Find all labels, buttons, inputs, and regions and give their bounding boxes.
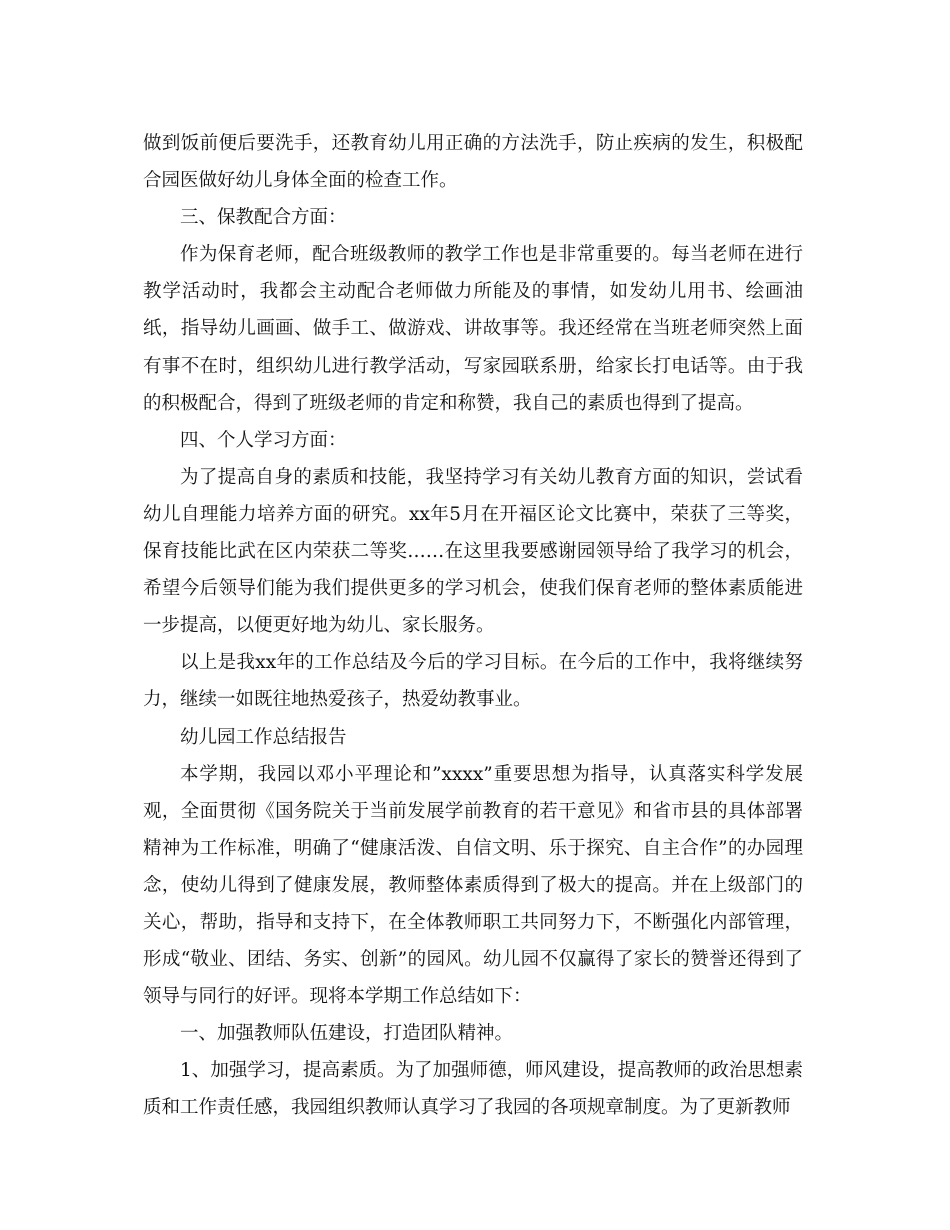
paragraph-8: 本学期，我园以邓小平理论和”xxxx”重要思想为指导，认真落实科学发展观，全面贯彻《国务院关于当前发展学前教育的若干意见》和省市县的具体部署精神为工作标准，明确了“健康活泼、自信文明、乐于探究、自主合作”的办园理念，使幼儿得到了健康发展，教师整体素质得到了极大的提高。并在上级部门的关心，帮助，指导和支持下，在全体教师职工共同努力下，不断强化内部管理，形成“敬业、团结、务实、创新”的园风。幼儿园不仅赢得了家长的赞誉还得到了领导与同行的好评。现将本学期工作总结如下： (143, 763, 803, 1008)
heading-section-4: 四、个人学习方面： (180, 429, 347, 451)
paragraph-3: 作为保育老师，配合班级教师的教学工作也是非常重要的。每当老师在进行教学活动时，我都会主动配合老师做力所能及的事情，如发幼儿用书、绘画油纸，指导幼儿画画、做手工、做游戏、讲故事等。我还经常在当班老师突然上面有事不在时，组织幼儿进行教学活动，写家园联系册，给家长打电话等。由于我的积极配合，得到了班级老师的肯定和称赞，我自己的素质也得到了提高。 (143, 244, 803, 414)
paragraph-5: 为了提高自身的素质和技能，我坚持学习有关幼儿教育方面的知识，尝试看幼儿自理能力培养方面的研究。xx年5月在开福区论文比赛中，荣获了三等奖，保育技能比武在区内荣获二等奖……在这里我要感谢园领导给了我学习的机会，希望今后领导们能为我们提供更多的学习机会，使我们保育老师的整体素质能进一步提高，以便更好地为幼儿、家长服务。 (143, 466, 803, 637)
report-title: 幼儿园工作总结报告 (180, 726, 347, 748)
paragraph-1: 做到饭前便后要洗手，还教育幼儿用正确的方法洗手，防止疾病的发生，积极配合园医做好幼儿身体全面的检查工作。 (143, 133, 803, 192)
document-body (143, 125, 803, 1127)
paragraph-10: 1、加强学习，提高素质。为了加强师德，师风建设，提高教师的政治思想素质和工作责任感，我园组织教师认真学习了我园的各项规章制度。为了更新教师 (143, 1060, 803, 1119)
heading-section-3: 三、保教配合方面： (180, 207, 347, 229)
heading-section-1: 一、加强教师队伍建设，打造团队精神。 (180, 1023, 514, 1045)
paragraph-6: 以上是我xx年的工作总结及今后的学习目标。在今后的工作中，我将继续努力，继续一如既往地热爱孩子，热爱幼教事业。 (143, 652, 803, 711)
